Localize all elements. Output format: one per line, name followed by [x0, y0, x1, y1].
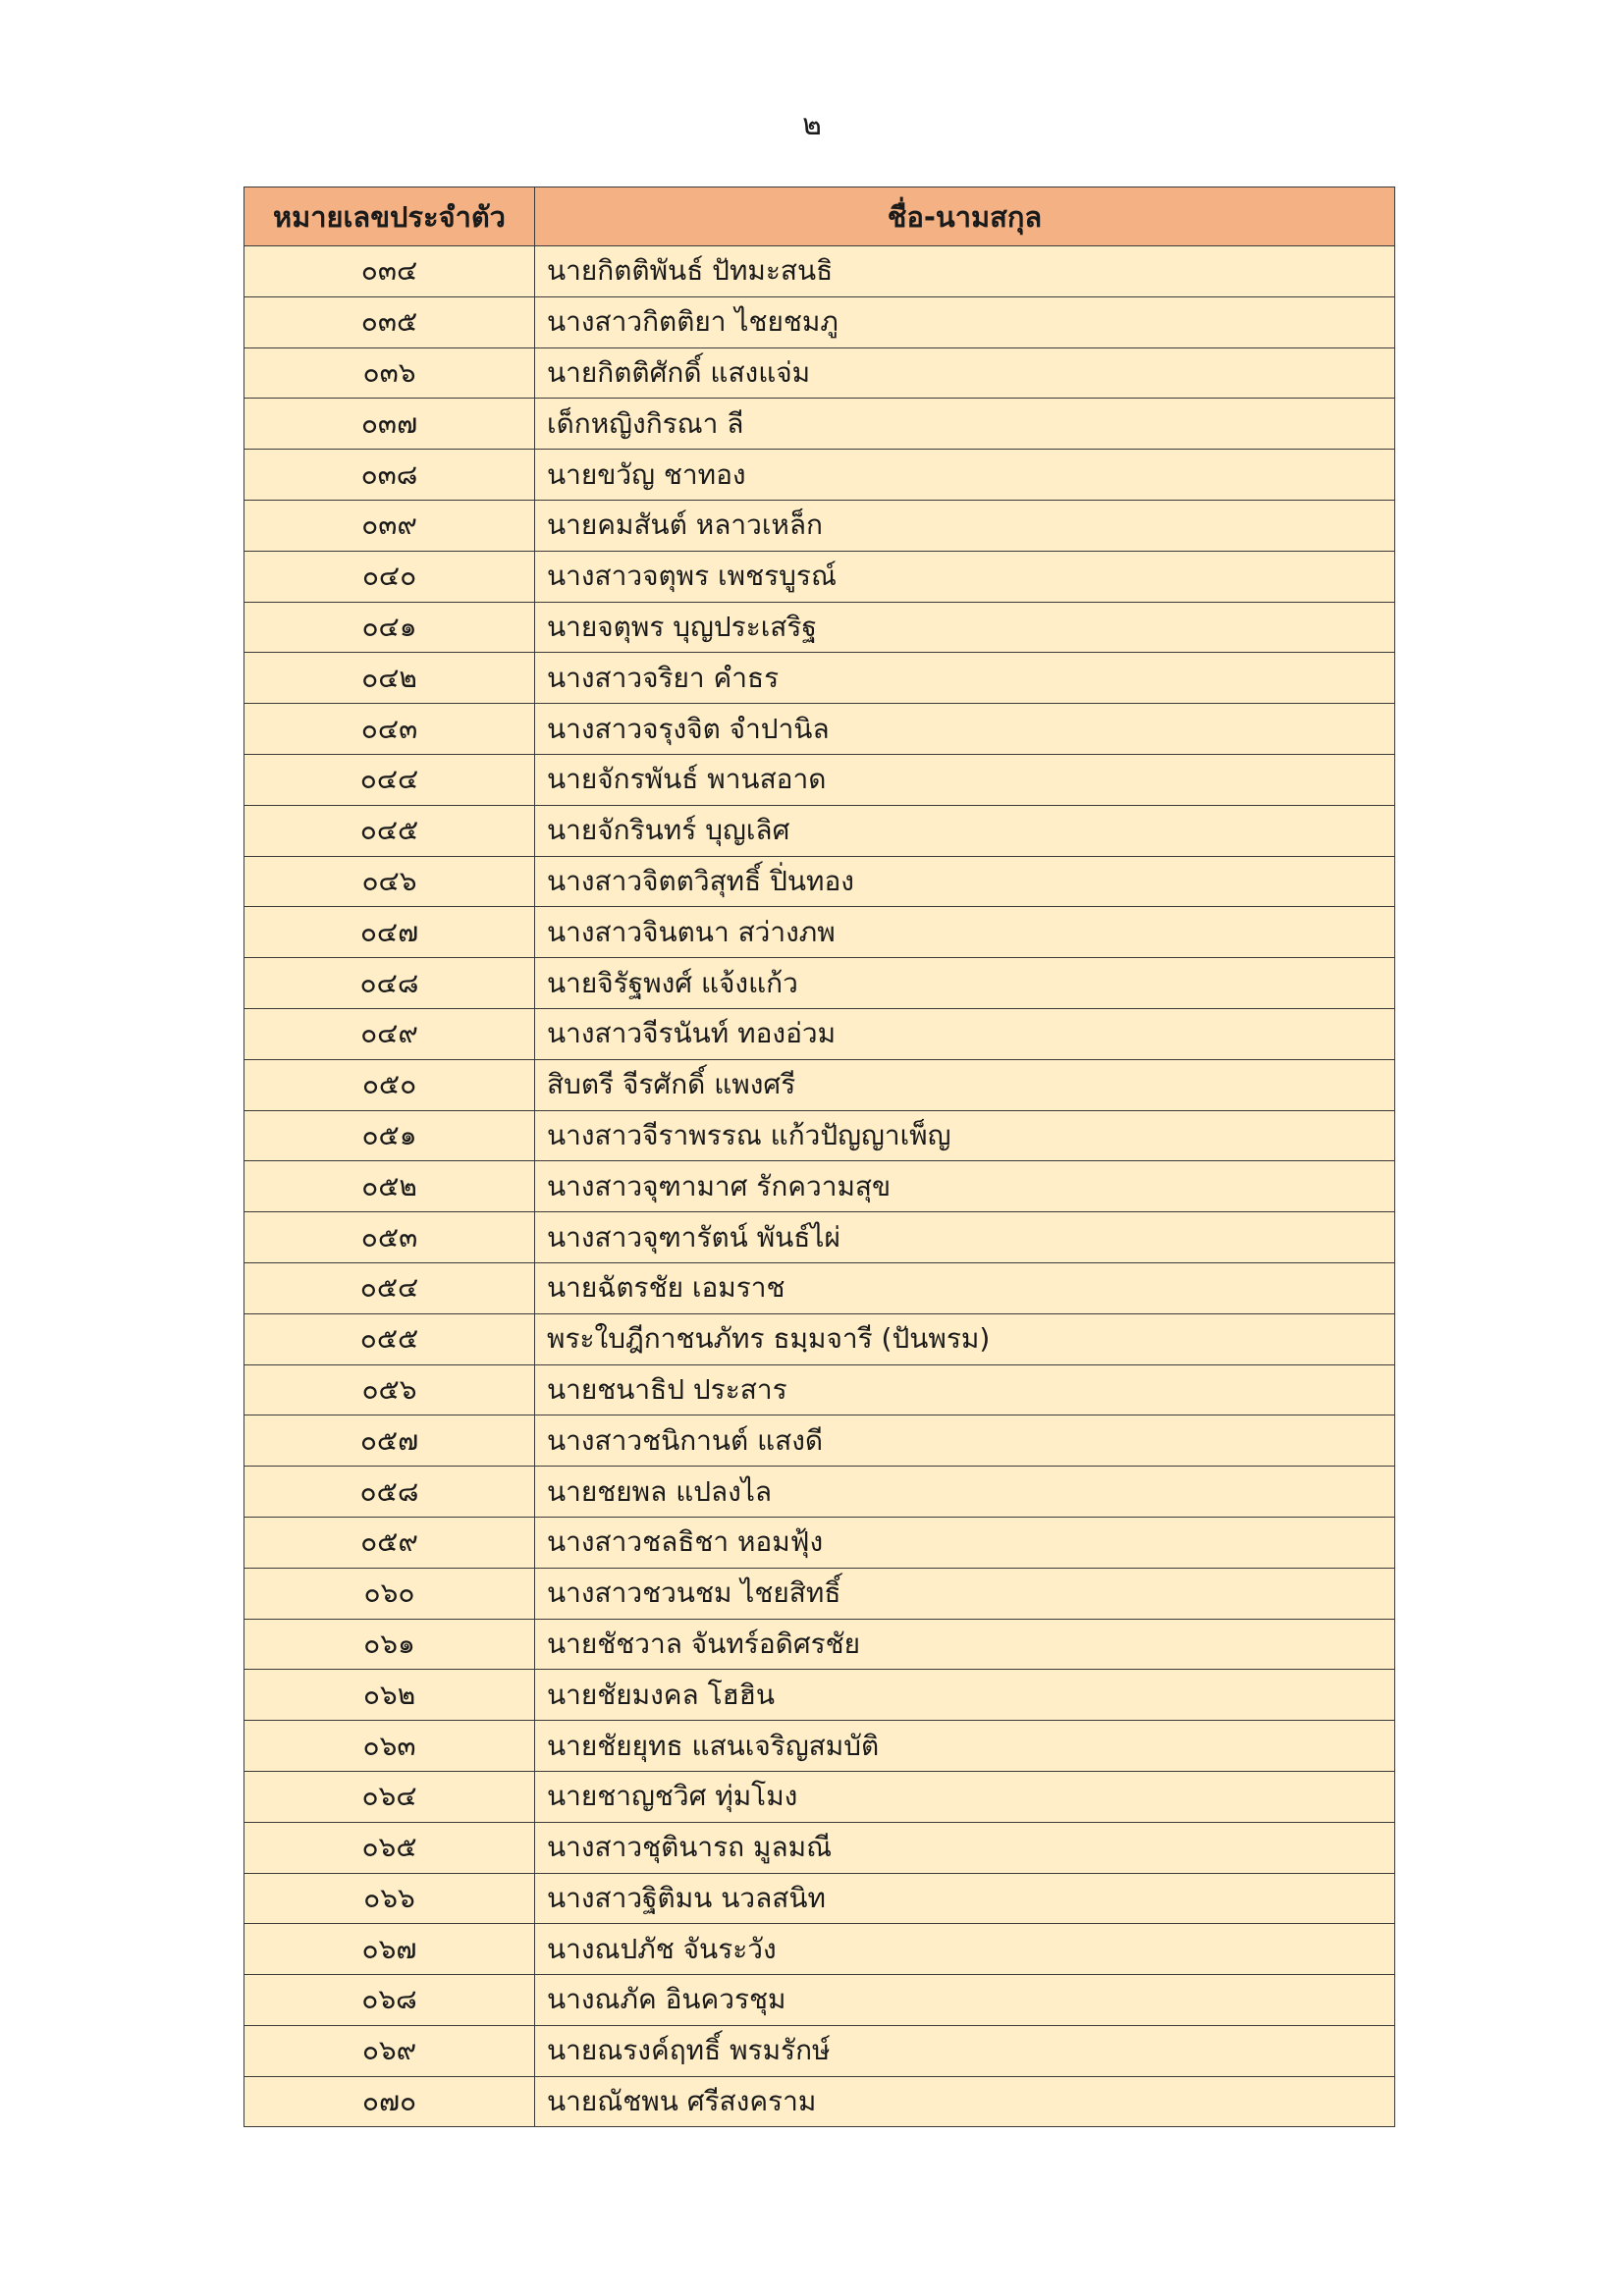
table-row	[244, 296, 1395, 347]
name-cell: นางสาวจริยา คำธร	[535, 653, 1395, 704]
table-row	[244, 907, 1395, 958]
table-row	[244, 1059, 1395, 1110]
table-row	[244, 450, 1395, 501]
name-cell: นางสาวจินตนา สว่างภพ	[535, 907, 1395, 958]
name-cell: นายจตุพร บุญประเสริฐ	[535, 602, 1395, 653]
name-cell: นางสาวชลธิชา หอมฟุ้ง	[535, 1517, 1395, 1568]
table-row	[244, 1110, 1395, 1161]
name-cell: สิบตรี จีรศักดิ์ แพงศรี	[535, 1059, 1395, 1110]
id-cell: ๐๔๓	[244, 704, 535, 755]
table-row	[244, 1415, 1395, 1467]
name-cell: นายขวัญ ชาทอง	[535, 450, 1395, 501]
table-header-row	[244, 187, 1395, 246]
id-cell: ๐๖๕	[244, 1822, 535, 1873]
id-cell: ๐๔๐	[244, 551, 535, 602]
id-cell: ๐๕๔	[244, 1262, 535, 1313]
id-cell: ๐๔๗	[244, 907, 535, 958]
name-cell: นางสาวจุฑามาศ รักความสุข	[535, 1161, 1395, 1212]
name-cell: นางสาวชุตินารถ มูลมณี	[535, 1822, 1395, 1873]
table-row	[244, 805, 1395, 856]
id-cell: ๐๔๙	[244, 1008, 535, 1059]
id-cell: ๐๓๖	[244, 347, 535, 399]
table-row	[244, 1517, 1395, 1568]
table-row	[244, 1822, 1395, 1873]
table-row	[244, 1008, 1395, 1059]
table-row	[244, 246, 1395, 297]
roster-table	[244, 187, 1395, 2127]
name-cell: นางณภัค อินควรชุม	[535, 1975, 1395, 2026]
name-cell: นายจักรินทร์ บุญเลิศ	[535, 805, 1395, 856]
name-cell: นายชัชวาล จันทร์อดิศรชัย	[535, 1619, 1395, 1670]
table-row	[244, 704, 1395, 755]
table-row	[244, 1975, 1395, 2026]
id-cell: ๐๖๔	[244, 1771, 535, 1822]
table-row	[244, 1568, 1395, 1619]
name-cell: พระใบฎีกาชนภัทร ธมฺมจารี (ปันพรม)	[535, 1313, 1395, 1364]
id-cell: ๐๕๗	[244, 1415, 535, 1467]
table-row	[244, 1771, 1395, 1822]
name-cell: นายจิรัฐพงศ์ แจ้งแก้ว	[535, 958, 1395, 1009]
id-cell: ๐๖๐	[244, 1568, 535, 1619]
name-cell: นายกิตติพันธ์ ปัทมะสนธิ	[535, 246, 1395, 297]
id-cell: ๐๔๑	[244, 602, 535, 653]
id-cell: ๐๓๕	[244, 296, 535, 347]
table-row	[244, 347, 1395, 399]
name-cell: นางณปภัช จันระวัง	[535, 1924, 1395, 1975]
id-cell: ๐๔๘	[244, 958, 535, 1009]
table-body	[244, 246, 1395, 2127]
name-cell: นายชัยมงคล โฮฮิน	[535, 1670, 1395, 1721]
table-row	[244, 1619, 1395, 1670]
id-cell: ๐๔๕	[244, 805, 535, 856]
table-row	[244, 754, 1395, 805]
id-column-header: หมายเลขประจำตัว	[244, 187, 535, 246]
id-cell: ๐๓๗	[244, 399, 535, 450]
name-cell: นางสาวจรุงจิต จำปานิล	[535, 704, 1395, 755]
id-cell: ๐๕๐	[244, 1059, 535, 1110]
name-cell: นางสาวจีรนันท์ ทองอ่วม	[535, 1008, 1395, 1059]
name-cell: นางสาวฐิติมน นวลสนิท	[535, 1873, 1395, 1924]
id-cell: ๐๖๖	[244, 1873, 535, 1924]
id-cell: ๐๕๑	[244, 1110, 535, 1161]
name-cell: นายฉัตรชัย เอมราช	[535, 1262, 1395, 1313]
table-row	[244, 1670, 1395, 1721]
id-cell: ๐๖๓	[244, 1721, 535, 1772]
table-row	[244, 2076, 1395, 2127]
table-row	[244, 653, 1395, 704]
table-row	[244, 1212, 1395, 1263]
name-column-header: ชื่อ-นามสกุล	[535, 187, 1395, 246]
id-cell: ๐๖๙	[244, 2025, 535, 2076]
name-cell: นางสาวจุฑารัตน์ พันธ์ไผ่	[535, 1212, 1395, 1263]
id-cell: ๐๕๙	[244, 1517, 535, 1568]
name-cell: นายชยพล แปลงไล	[535, 1467, 1395, 1518]
name-cell: นายจักรพันธ์ พานสอาด	[535, 754, 1395, 805]
table-row	[244, 1313, 1395, 1364]
id-cell: ๐๕๖	[244, 1364, 535, 1415]
name-cell: นางสาวจีราพรรณ แก้วปัญญาเพ็ญ	[535, 1110, 1395, 1161]
table-row	[244, 1262, 1395, 1313]
table-row	[244, 602, 1395, 653]
name-cell: นายกิตติศักดิ์ แสงแจ่ม	[535, 347, 1395, 399]
id-cell: ๐๗๐	[244, 2076, 535, 2127]
id-cell: ๐๖๘	[244, 1975, 535, 2026]
id-cell: ๐๓๔	[244, 246, 535, 297]
name-cell: นายชนาธิป ประสาร	[535, 1364, 1395, 1415]
name-cell: นายคมสันต์ หลาวเหล็ก	[535, 500, 1395, 551]
name-cell: นายชาญชวิศ ทุ่มโมง	[535, 1771, 1395, 1822]
id-cell: ๐๕๒	[244, 1161, 535, 1212]
id-cell: ๐๓๙	[244, 500, 535, 551]
table-row	[244, 2025, 1395, 2076]
name-cell: นางสาวจิตตวิสุทธิ์ ปิ่นทอง	[535, 856, 1395, 907]
name-cell: นายณัชพน ศรีสงคราม	[535, 2076, 1395, 2127]
id-cell: ๐๔๖	[244, 856, 535, 907]
id-cell: ๐๖๑	[244, 1619, 535, 1670]
id-cell: ๐๔๔	[244, 754, 535, 805]
name-cell: นายชัยยุทธ แสนเจริญสมบัติ	[535, 1721, 1395, 1772]
table-row	[244, 1467, 1395, 1518]
id-cell: ๐๕๓	[244, 1212, 535, 1263]
id-cell: ๐๕๘	[244, 1467, 535, 1518]
id-cell: ๐๕๕	[244, 1313, 535, 1364]
id-cell: ๐๖๒	[244, 1670, 535, 1721]
table-row	[244, 958, 1395, 1009]
table-row	[244, 1161, 1395, 1212]
name-cell: นายณรงค์ฤทธิ์ พรมรักษ์	[535, 2025, 1395, 2076]
table-row	[244, 500, 1395, 551]
table-row	[244, 551, 1395, 602]
table-row	[244, 856, 1395, 907]
table-row	[244, 1924, 1395, 1975]
id-cell: ๐๔๒	[244, 653, 535, 704]
table-row	[244, 399, 1395, 450]
name-cell: นางสาวชวนชม ไชยสิทธิ์	[535, 1568, 1395, 1619]
name-cell: นางสาวกิตติยา ไชยชมภู	[535, 296, 1395, 347]
name-cell: เด็กหญิงกิรณา ลี	[535, 399, 1395, 450]
table-row	[244, 1364, 1395, 1415]
id-cell: ๐๖๗	[244, 1924, 535, 1975]
table-row	[244, 1721, 1395, 1772]
page-number: ๒	[802, 108, 822, 142]
name-cell: นางสาวชนิกานต์ แสงดี	[535, 1415, 1395, 1467]
id-cell: ๐๓๘	[244, 450, 535, 501]
name-cell: นางสาวจตุพร เพชรบูรณ์	[535, 551, 1395, 602]
table-row	[244, 1873, 1395, 1924]
